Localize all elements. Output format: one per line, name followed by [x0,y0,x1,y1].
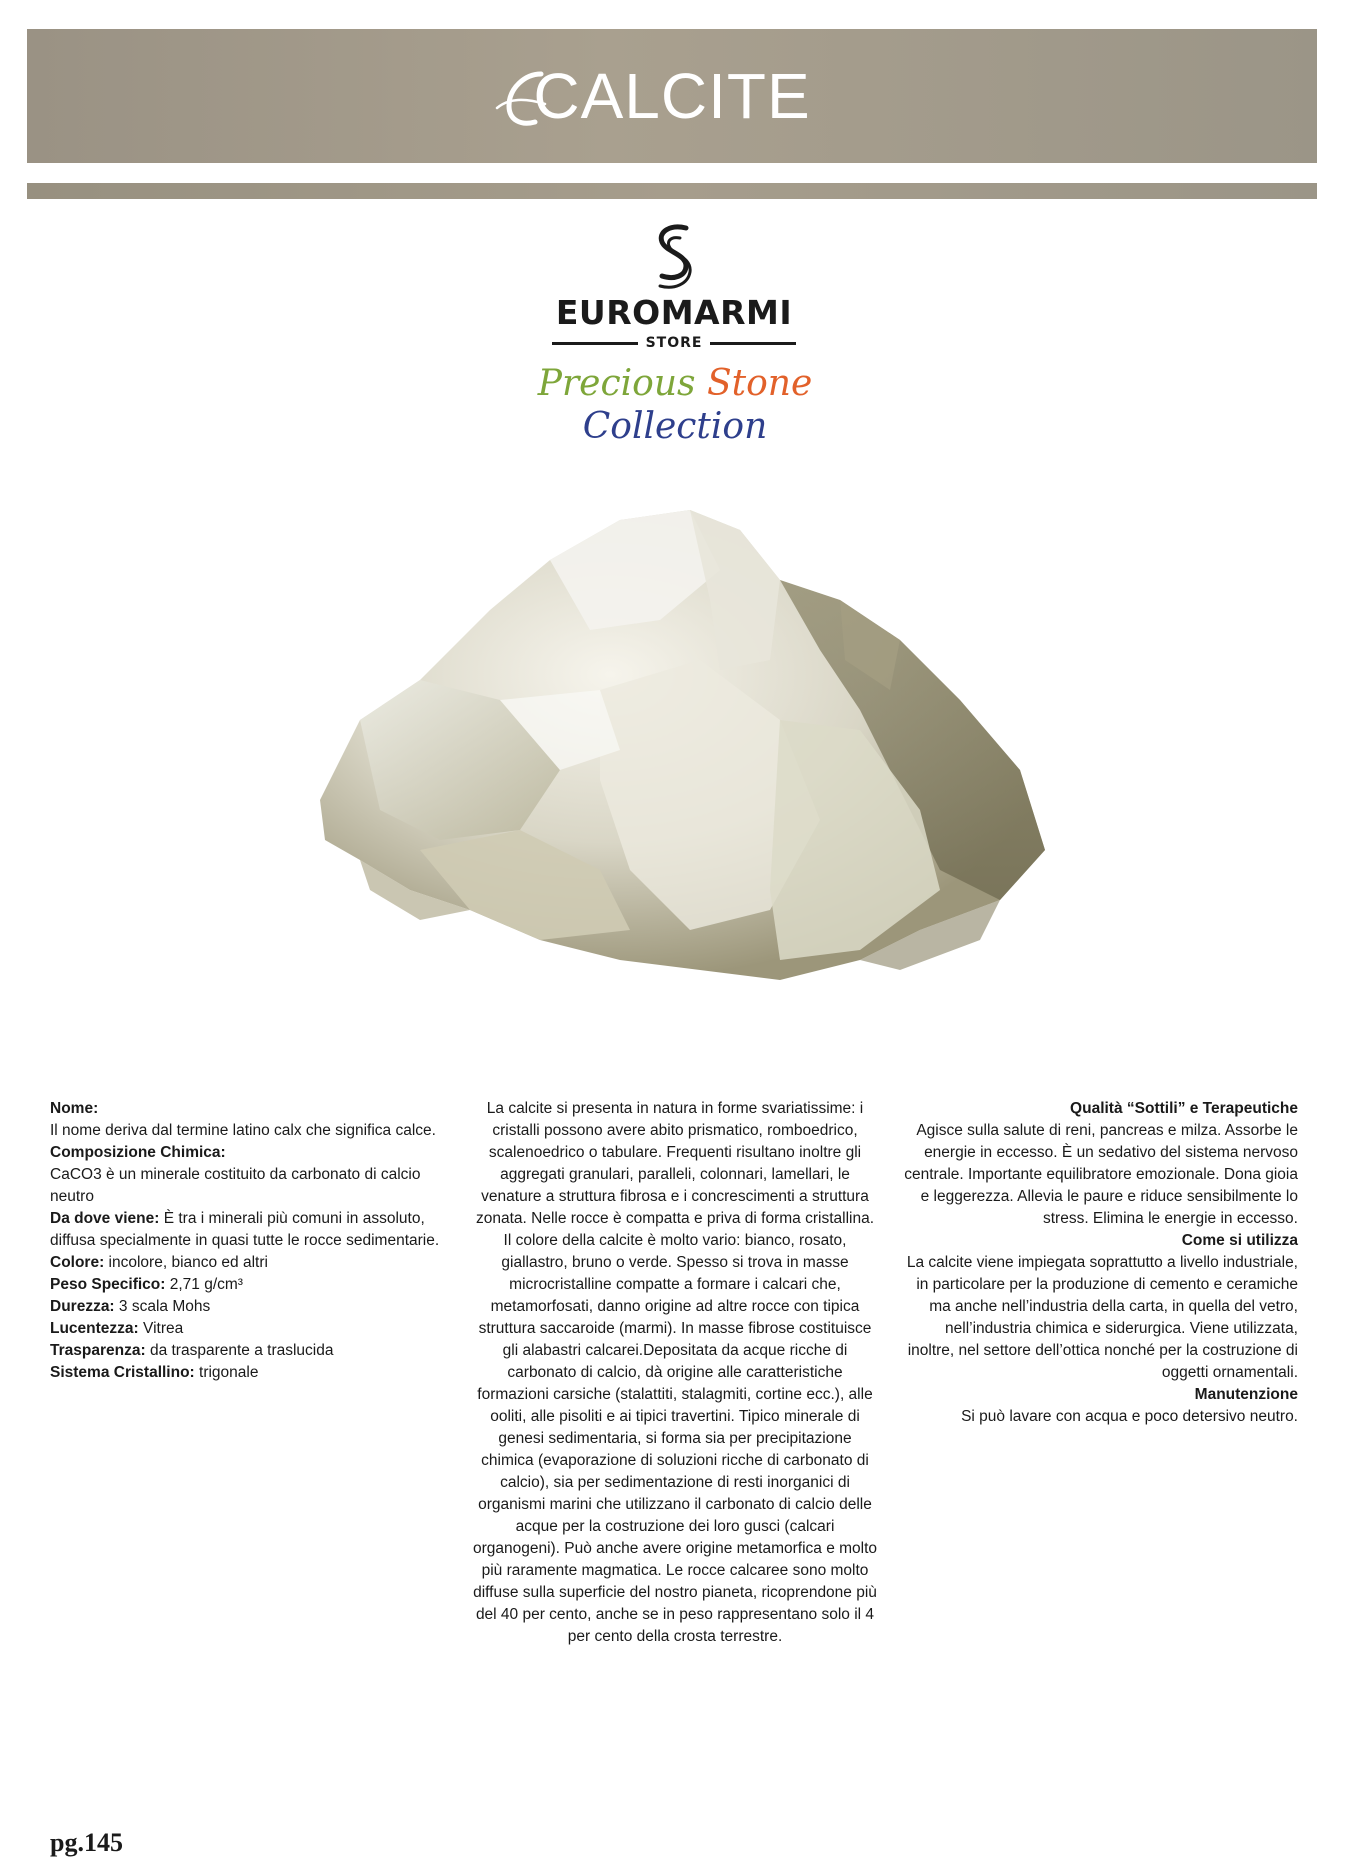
spec-lucentezza-value: Vitrea [138,1320,184,1337]
title-band [27,29,1317,163]
description-column [470,1098,880,1648]
spec-peso-row [50,1274,450,1296]
spec-trasparenza-value: da trasparente a traslucida [145,1342,334,1359]
spec-nome-value: Il nome deriva dal termine latino calx che significa calce. [50,1122,436,1139]
qualita-title: Qualità “Sottili” e Terapeutiche [1070,1100,1298,1117]
brand-store-row [552,333,796,353]
spec-composizione-value: CaCO3 è un minerale costituito da carbonato di calcio neutro [50,1166,421,1205]
spec-composizione-label: Composizione Chimica: [50,1144,226,1161]
collection-word-1: Precious [537,363,696,404]
uso-title: Come si utilizza [1181,1232,1298,1249]
page-number: pg.145 [50,1828,123,1857]
spec-durezza-row [50,1296,450,1318]
brand-name: EUROMARMI [555,293,793,332]
spec-sistema-row [50,1362,450,1384]
brand-rule-left [552,342,638,345]
spec-lucentezza-label: Lucentezza: [50,1320,139,1337]
spec-peso-label: Peso Specifico: [50,1276,166,1293]
description-text: La calcite si presenta in natura in forme svariatissime: i cristalli possono avere abito prismatico, romboedrico, scalenoedrico o tabulare. Frequenti risultano inoltre gli aggregati granulari, paralleli, colonnari, lamellari, le venature a struttura fibrosa e i concrescimenti a struttura zonata. Nelle rocce è compatta e priva di forma cristallina. Il colore della calcite è molto vario: bianco, rosato, giallastro, bruno o verde. Spesso si trova in masse microcristalline compatte a formare i calcari che, metamorfosati, danno origine ad altre rocce con tipica struttura saccaroide (marmi). In masse fibrose costituisce gli alabastri calcarei.Depositata da acque ricche di carbonato di calcio, dà origine alle caratteristiche formazioni carsiche (stalattiti, stalagmiti, cortine ecc.), alle ooliti, alle pisoliti e ai tipici travertini. Tipico minerale di genesi sedimentaria, si forma sia per precipitazione chimica (evaporazione di soluzioni ricche di carbonato di calcio), sia per sedimentazione di resti inorganici di organismi marini che utilizzano il carbonato di calcio delle acque per la costruzione dei loro gusci (calcari organogeni). Può anche avere origine metamorfica e molto più raramente magmatica. Le rocce calcaree sono molto diffuse sulla superficie del nostro pianeta, ricoprendone più del 40 per cento, anche se in peso rappresentano solo il 4 per cento della crosta terrestre. [472,1100,878,1645]
spec-colore-row [50,1252,450,1274]
spec-durezza-value: 3 scala Mohs [114,1298,211,1315]
brand-logo [530,222,818,354]
spec-sistema-value: trigonale [194,1364,259,1381]
collection-tagline [450,362,900,448]
spec-provenienza-row [50,1208,450,1252]
spec-trasparenza-label: Trasparenza: [50,1342,146,1359]
title-divider [27,183,1317,199]
spec-colore-value: incolore, bianco ed altri [104,1254,268,1271]
brand-monogram-icon [650,222,698,294]
manutenzione-text: Si può lavare con acqua e poco detersivo neutro. [961,1408,1298,1425]
spec-peso-value: 2,71 g/cm³ [165,1276,243,1293]
qualita-text: Agisce sulla salute di reni, pancreas e milza. Assorbe le energie in eccesso. È un sedativo del sistema nervoso centrale. Importante equilibratore emozionale. Dona gioia e leggerezza. Allevia le paure e riduce sensibilmente lo stress. Elimina le energie in eccesso. [904,1122,1298,1227]
spec-provenienza-value: È tra i minerali più comuni in assoluto, diffusa specialmente in quasi tutte le rocce sedimentarie. [50,1210,440,1249]
page-title-text: CALCITE [533,60,811,132]
properties-column [898,1098,1298,1428]
manutenzione-title: Manutenzione [1194,1386,1298,1403]
spec-durezza-label: Durezza: [50,1298,115,1315]
spec-provenienza-label: Da dove viene: [50,1210,160,1227]
spec-colore-label: Colore: [50,1254,105,1271]
spec-nome-label: Nome: [50,1100,99,1117]
brand-rule-right [710,342,796,345]
page-title [533,60,811,132]
specs-column [50,1098,450,1384]
brand-store: STORE [645,335,703,351]
spec-trasparenza-row [50,1340,450,1362]
collection-word-3: Collection [582,406,768,448]
title-swash-icon [495,68,555,132]
calcite-stone-image [300,490,1060,1010]
collection-word-2: Stone [706,363,813,404]
spec-lucentezza-row [50,1318,450,1340]
spec-sistema-label: Sistema Cristallino: [50,1364,195,1381]
uso-text: La calcite viene impiegata soprattutto a livello industriale, in particolare per la produzione di cemento e ceramiche ma anche nell’industria della carta, in quella del vetro, nell’industria chimica e siderurgica. Viene utilizzata, inoltre, nel settore dell’ottica nonché per la costruzione di oggetti ornamentali. [906,1254,1298,1381]
